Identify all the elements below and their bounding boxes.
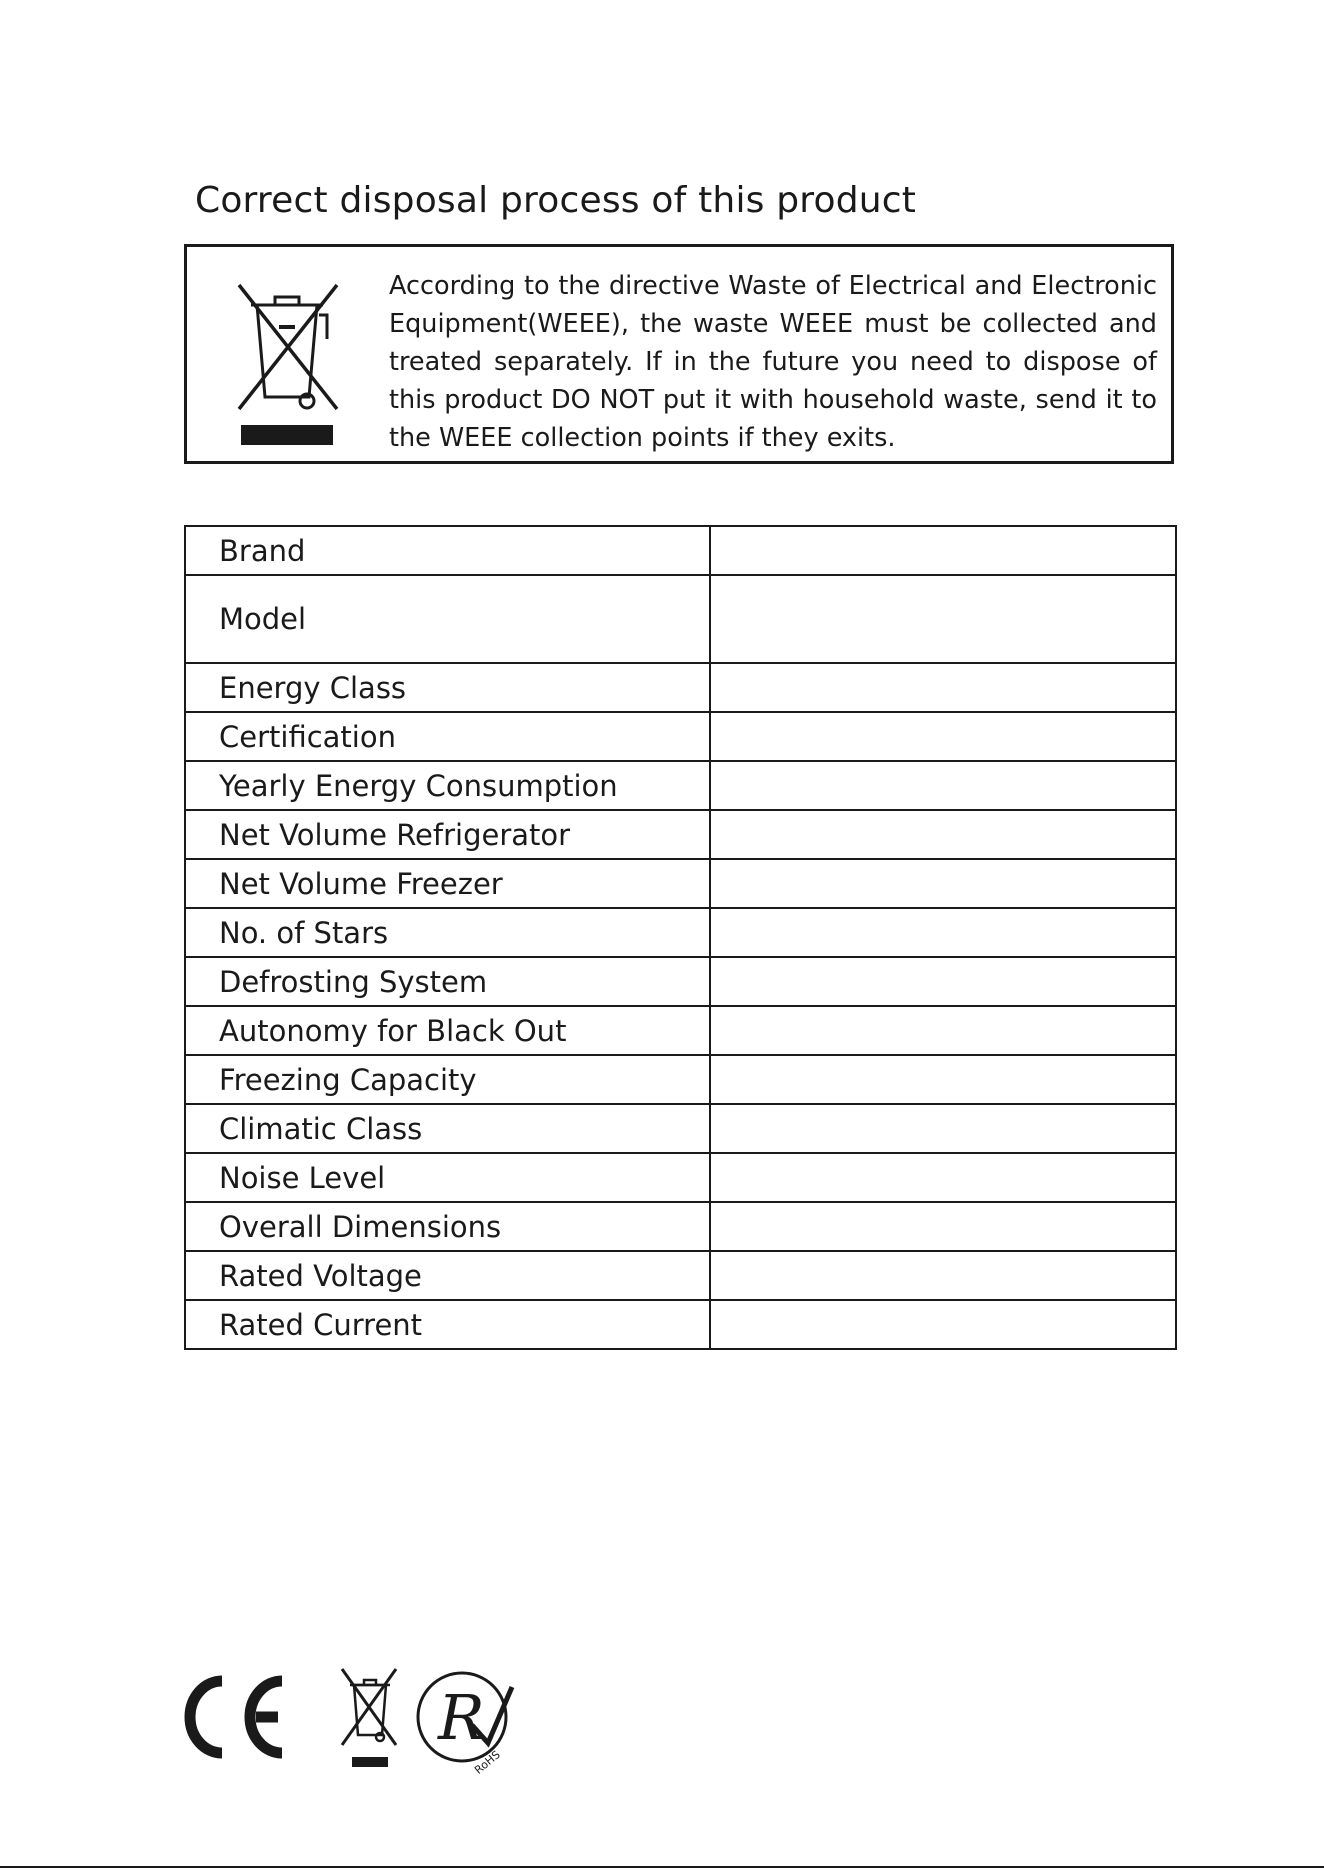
spec-label: Autonomy for Black Out	[185, 1006, 710, 1055]
table-row	[185, 526, 1176, 575]
table-row	[185, 810, 1176, 859]
table-row	[185, 663, 1176, 712]
table-row	[185, 575, 1176, 663]
spec-label: Rated Voltage	[185, 1251, 710, 1300]
table-row	[185, 712, 1176, 761]
spec-value	[710, 1153, 1176, 1202]
table-row	[185, 1202, 1176, 1251]
spec-value	[710, 1006, 1176, 1055]
table-row	[185, 1153, 1176, 1202]
spec-label: No. of Stars	[185, 908, 710, 957]
table-row	[185, 957, 1176, 1006]
page-title: Correct disposal process of this product	[195, 180, 917, 221]
spec-label: Climatic Class	[185, 1104, 710, 1153]
spec-label: Net Volume Refrigerator	[185, 810, 710, 859]
spec-table	[184, 525, 1177, 1350]
crossed-out-bin-icon	[342, 1669, 396, 1767]
footer-rule	[0, 1866, 1324, 1868]
spec-value	[710, 1055, 1176, 1104]
spec-value	[710, 575, 1176, 663]
spec-value	[710, 957, 1176, 1006]
table-row	[185, 859, 1176, 908]
table-row	[185, 908, 1176, 957]
spec-label: Energy Class	[185, 663, 710, 712]
spec-label: Noise Level	[185, 1153, 710, 1202]
spec-label: Net Volume Freezer	[185, 859, 710, 908]
spec-value	[710, 1251, 1176, 1300]
table-row	[185, 1251, 1176, 1300]
table-row	[185, 1055, 1176, 1104]
spec-value	[710, 908, 1176, 957]
rohs-icon	[418, 1673, 512, 1777]
spec-label: Yearly Energy Consumption	[185, 761, 710, 810]
table-row	[185, 1006, 1176, 1055]
spec-value	[710, 761, 1176, 810]
table-row	[185, 761, 1176, 810]
svg-text:R: R	[438, 1681, 485, 1754]
spec-value	[710, 712, 1176, 761]
weee-notice-text: According to the directive Waste of Electrical and Electronic Equipment(WEEE), the waste WEEE must be collected and treated separately. If in the future you need to dispose of this product DO NOT put it with household waste, send it to the WEEE collection points if they exits.	[389, 271, 1157, 453]
spec-value	[710, 1104, 1176, 1153]
spec-label: Brand	[185, 526, 710, 575]
spec-label: Model	[185, 575, 710, 663]
spec-value	[710, 1300, 1176, 1349]
table-row	[185, 1300, 1176, 1349]
spec-label: Freezing Capacity	[185, 1055, 710, 1104]
rohs-label: RoHS	[472, 1748, 503, 1777]
spec-value	[710, 663, 1176, 712]
spec-label: Rated Current	[185, 1300, 710, 1349]
spec-label: Defrosting System	[185, 957, 710, 1006]
spec-value	[710, 859, 1176, 908]
spec-label: Certification	[185, 712, 710, 761]
spec-value	[710, 526, 1176, 575]
spec-label: Overall Dimensions	[185, 1202, 710, 1251]
certification-logos	[170, 1665, 570, 1785]
ce-mark-icon	[190, 1681, 282, 1753]
weee-notice-box	[184, 244, 1174, 464]
table-row	[185, 1104, 1176, 1153]
spec-value	[710, 810, 1176, 859]
crossed-out-bin-icon	[227, 277, 347, 447]
spec-value	[710, 1202, 1176, 1251]
